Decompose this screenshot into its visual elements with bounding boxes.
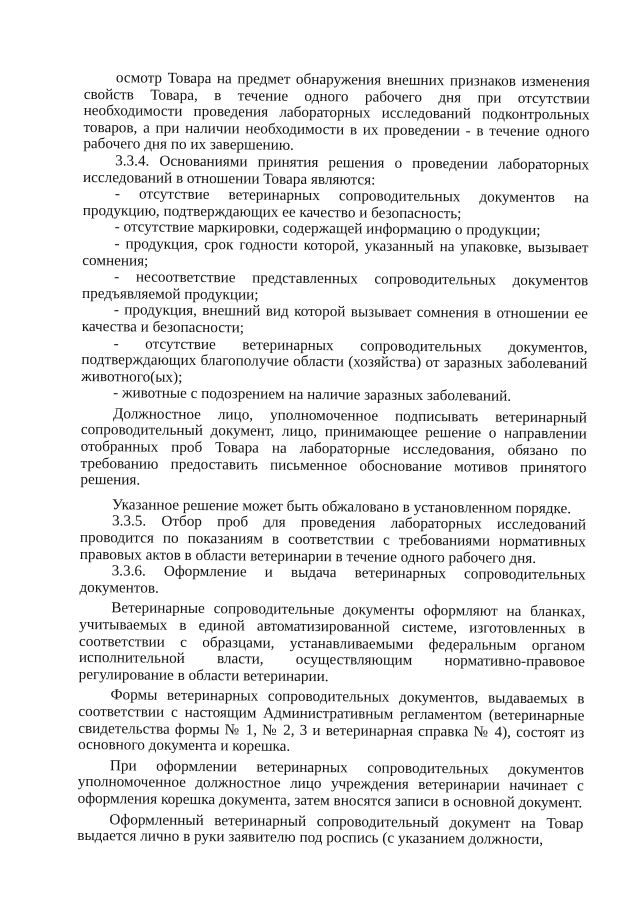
paragraph-issued-in-person: Оформленный ветеринарный сопроводительный документ на Товар выдается лично в руки заявителю под роспись (с указанием должности, (77, 810, 584, 849)
list-item-no-vet-docs: - отсутствие ветеринарных сопроводительных документов на продукцию, подтверждающих ее качество и безопасность; (82, 185, 589, 223)
paragraph-appeal: Указанное решение может быть обжаловано в установленном порядке. (112, 496, 572, 518)
list-item-no-area-wellbeing-docs: - отсутствие ветеринарных сопроводительных документов, подтверждающих благополучие области (хозяйства) от заразных заболеваний животного(ых); (81, 334, 588, 386)
list-item-no-marking: - отсутствие маркировки, содержащей информацию о продукции; (114, 218, 541, 240)
paragraph-3-3-4-heading: 3.3.4. Основаниями принятия решения о проведении лабораторных исследований в отношении Товара являются: (82, 152, 590, 189)
document-body (77, 70, 590, 849)
paragraph-inspection-continued: осмотр Товара на предмет обнаружения внешних признаков изменения свойств Товара, в течение одного рабочего дня при отсутствии необходимости проведения лабораторных исследований подконтрольных товаров, а при наличии необходимости в их проведении - в течение одного рабочего дня по их завершению. (83, 69, 590, 155)
list-item-suspected-disease: - животные с подозрением на наличие заразных заболеваний. (113, 384, 512, 406)
paragraph-3-3-5-sampling: 3.3.5. Отбор проб для проведения лабораторных исследований проводится по показаниям в соответствии с требованиями нормативных правовых актов в области ветеринарии в течение одного рабочего дня. (79, 512, 587, 567)
list-item-docs-mismatch: - несоответствие представленных сопроводительных документов предъявляемой продукции; (81, 268, 589, 304)
paragraph-stub-first: При оформлении ветеринарных сопроводительных документов уполномоченное должностное лицо учреждения ветеринарии начинает с оформления корешка документа, затем вносятся записи в основной документ. (77, 757, 584, 812)
list-item-expiry-doubt: - продукция, срок годности которой, указанный на упаковке, вызывает сомнения; (82, 235, 589, 270)
paragraph-official-justification: Должностное лицо, уполномоченное подписывать ветеринарный сопроводительный документ, лицо, принимающее решение о направлении отобранных проб Товара на лабораторные исследования, обязано по требованию предоставить письменное обоснование мотивов принятого решения. (80, 405, 588, 489)
paragraph-3-3-6-heading: 3.3.6. Оформление и выдача ветеринарных сопроводительных документов. (79, 562, 586, 597)
list-item-appearance-doubt: - продукция, внешний вид которой вызывает сомнения в отношении ее качества и безопасности; (81, 301, 588, 337)
paragraph-forms-types: Формы ветеринарных сопроводительных документов, выдаваемых в соответствии с настоящим Административным регламентом (ветеринарные свидетельства формы № 1, № 2, 3 и ветеринарная справка № 4), состоят из основного документа и корешка. (78, 686, 585, 755)
paragraph-forms-blanks: Ветеринарные сопроводительные документы оформляют на бланках, учитываемых в единой автоматизированной системе, изготовленных в соответствии с образцами, устанавливаемыми федеральным органом исполнительной власти, осуществляющим нормативно-правовое регулирование в области ветеринарии. (78, 599, 586, 685)
